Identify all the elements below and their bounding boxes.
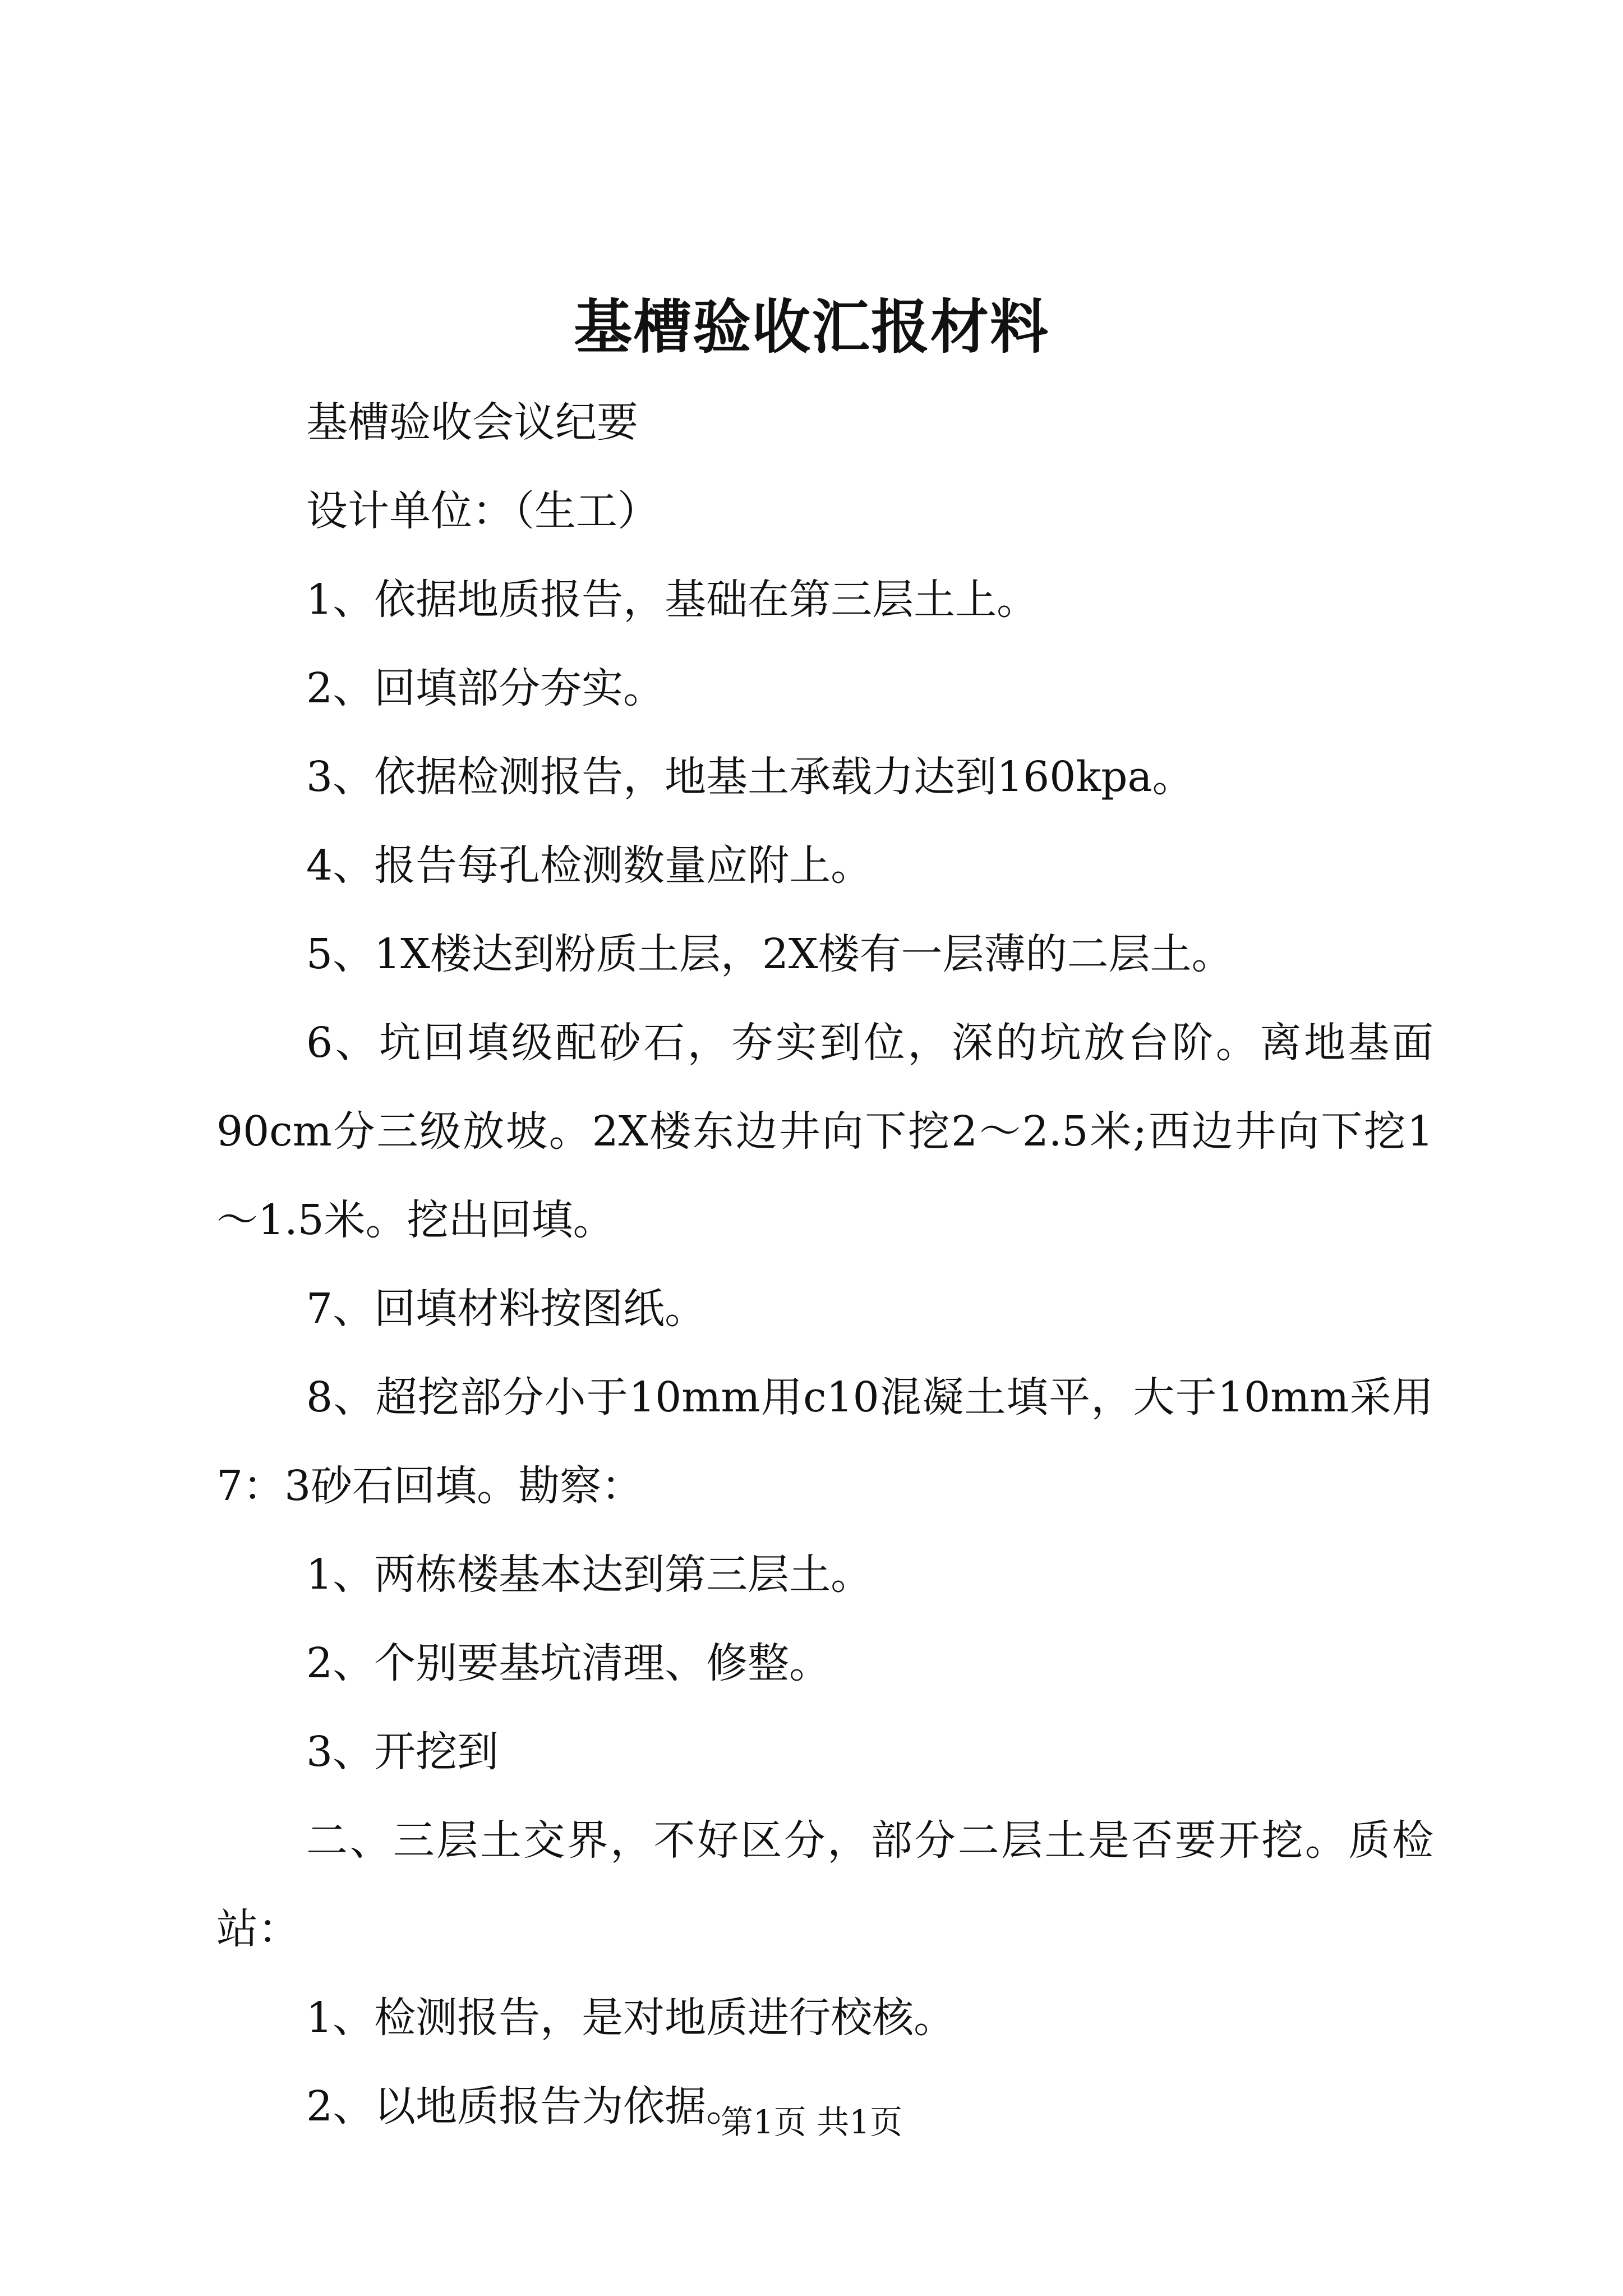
- paragraph-item: 1、两栋楼基本达到第三层土。: [306, 1550, 873, 1599]
- paragraph-item: 2、以地质报告为依据。: [306, 2082, 748, 2131]
- document-title: 基槽验收汇报材料: [573, 292, 1049, 361]
- paragraph-design-unit-heading: 设计单位：（生工）: [306, 487, 659, 535]
- paragraph-meeting-minutes-heading: 基槽验收会议纪要: [306, 398, 638, 447]
- paragraph-item: 2、回填部分夯实。: [306, 664, 665, 712]
- paragraph-item: 5、1X楼达到粉质土层，2X楼有一层薄的二层土。: [306, 930, 1233, 978]
- paragraph-item: 3、开挖到: [306, 1728, 499, 1776]
- paragraph-item: 1、依据地质报告，基础在第三层土上。: [306, 576, 1039, 624]
- paragraph-item: 8、超挖部分小于10mm用c10混凝土填平，大于10mm采用7：3砂石回填。勘察：: [216, 1373, 1433, 1510]
- document-body: [216, 378, 1433, 2151]
- paragraph-item: 7、回填材料按图纸。: [306, 1285, 707, 1333]
- paragraph-item: 2、个别要基坑清理、修整。: [306, 1639, 831, 1687]
- page-footer: 第1页 共1页: [720, 2103, 903, 2141]
- paragraph-item: 6、坑回填级配砂石，夯实到位，深的坑放台阶。离地基面90cm分三级放坡。2X楼东边井向下挖2～2.5米;西边井向下挖1～1.5米。挖出回填。: [216, 1019, 1433, 1244]
- paragraph-item: 1、检测报告，是对地质进行校核。: [306, 1994, 956, 2042]
- paragraph-item: 3、依据检测报告，地基土承载力达到160kpa。: [306, 753, 1194, 801]
- paragraph-item: 二、三层土交界，不好区分，部分二层土是否要开挖。质检站：: [216, 1816, 1433, 1953]
- paragraph-item: 4、报告每孔检测数量应附上。: [306, 841, 873, 890]
